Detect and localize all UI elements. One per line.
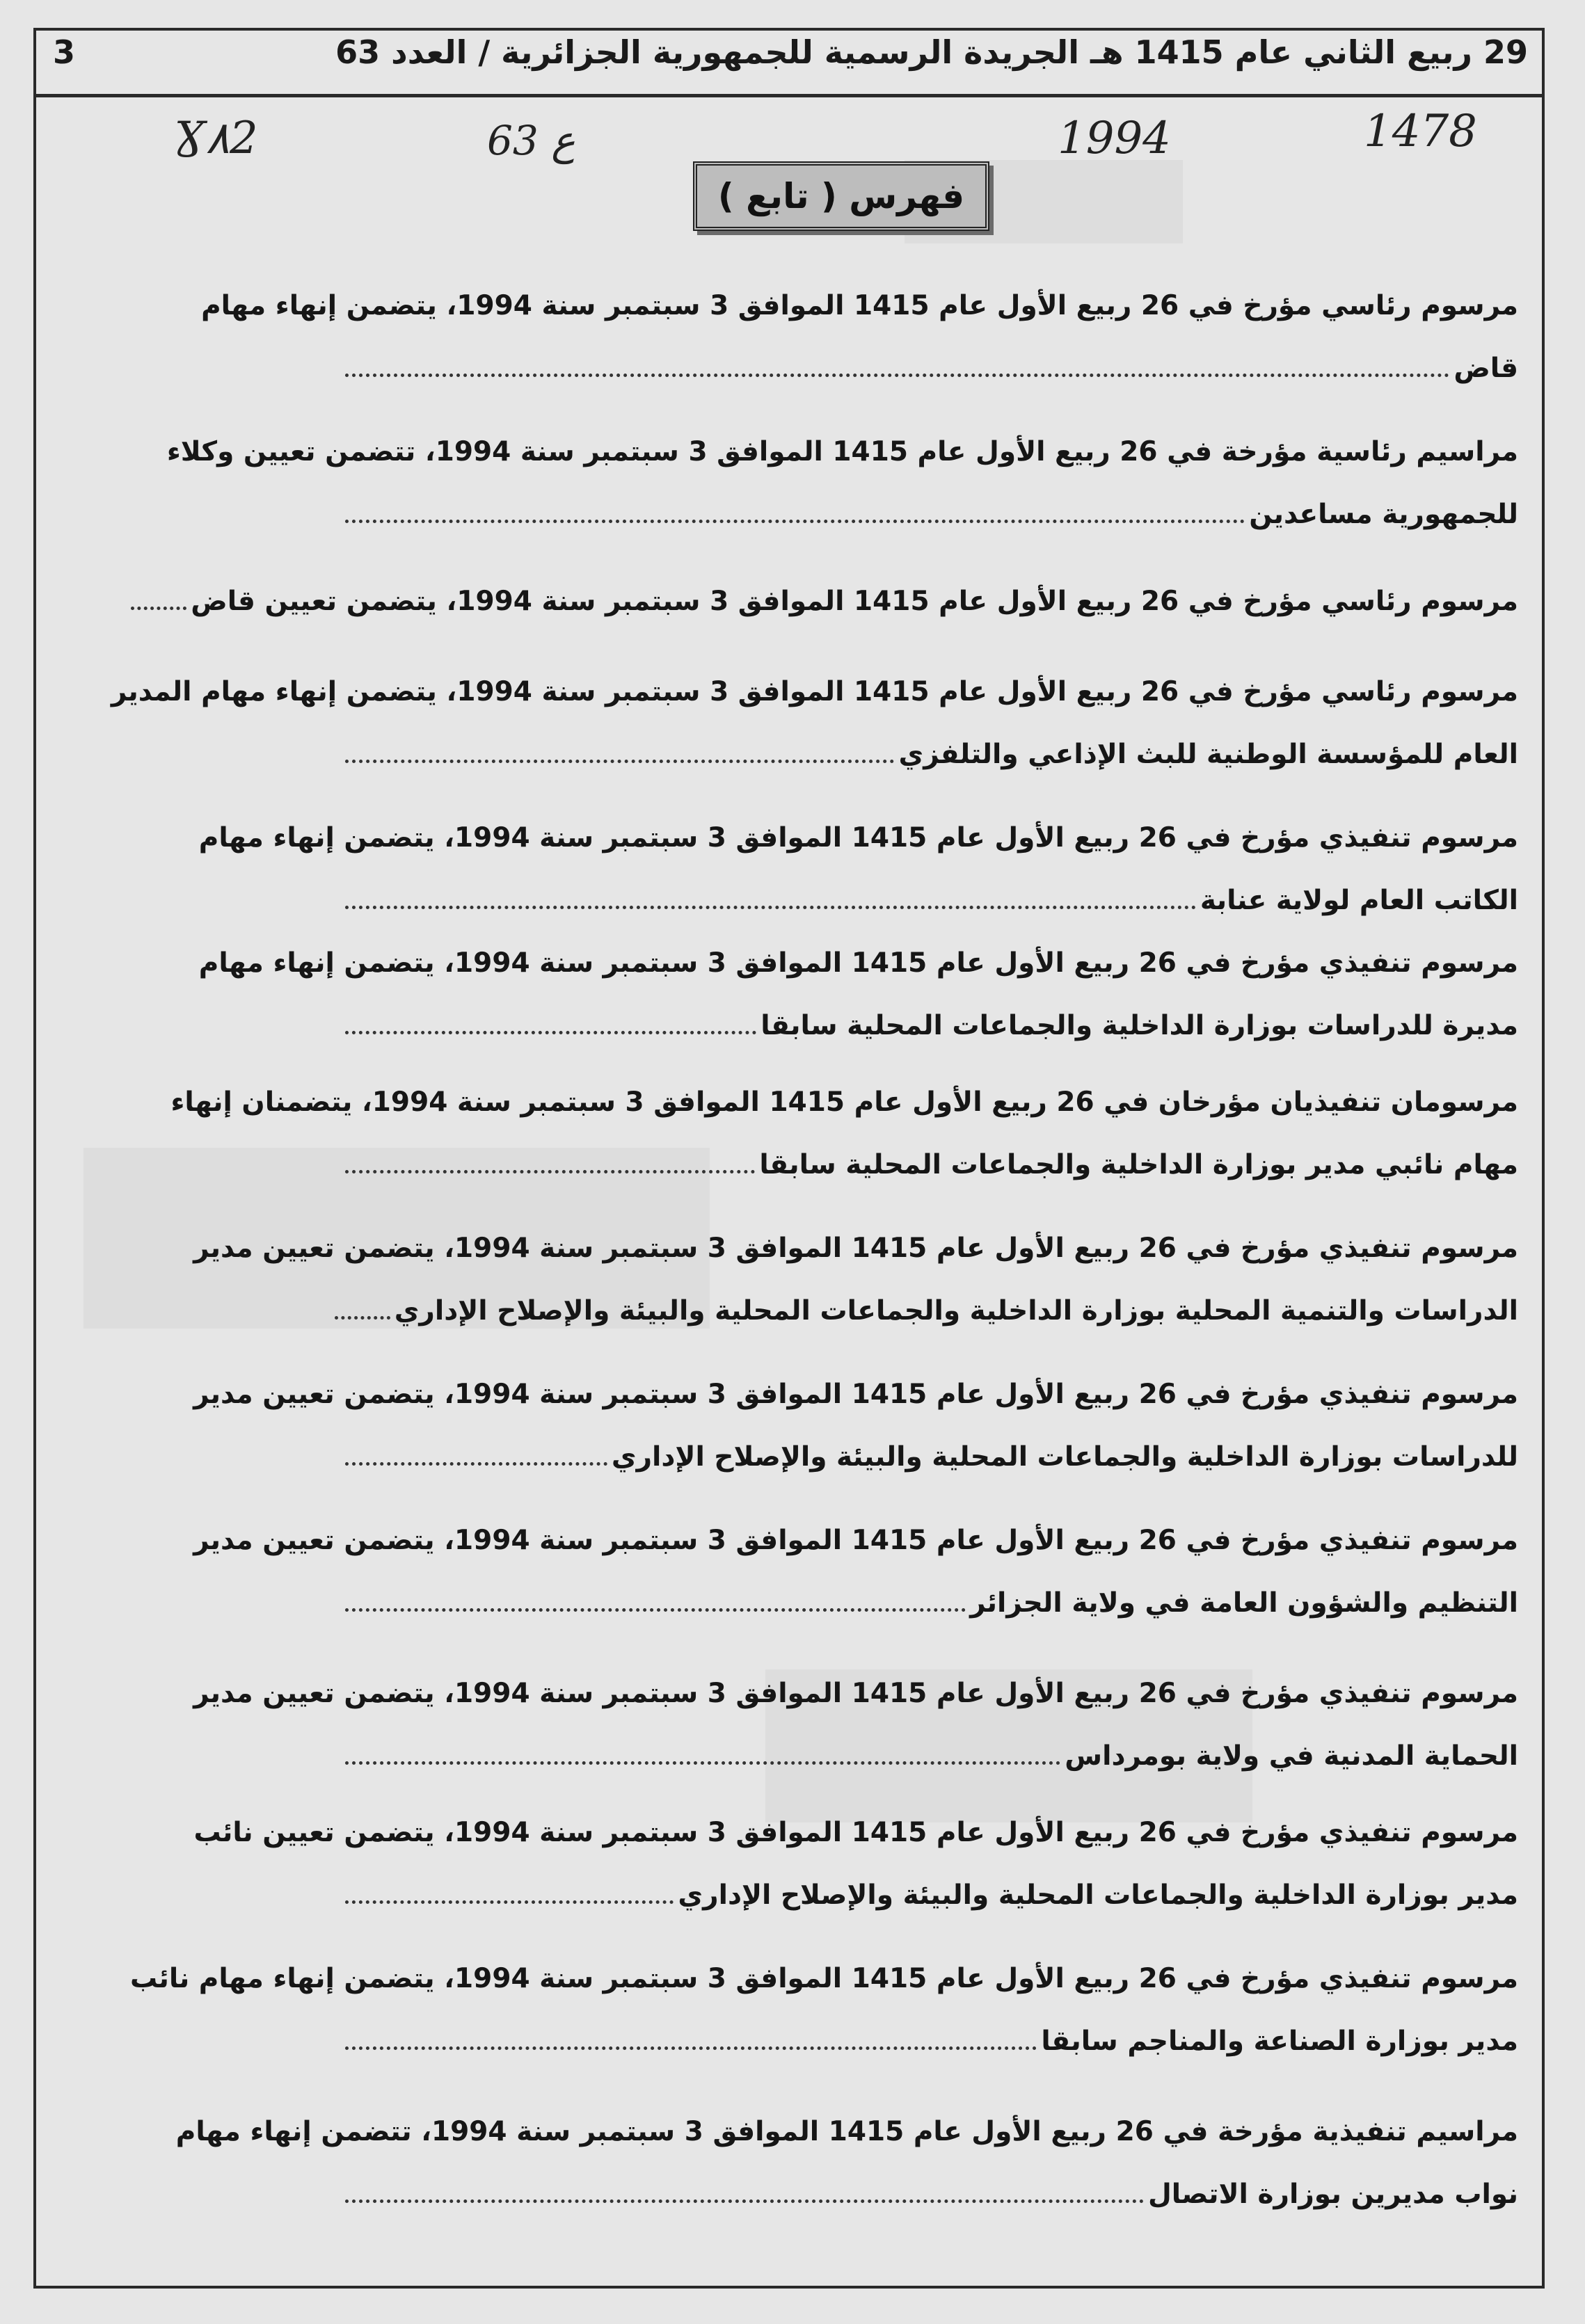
leader-dots bbox=[345, 2199, 1144, 2203]
index-entry[interactable] bbox=[193, 1662, 1518, 1788]
entry-text: نواب مديرين بوزارة الاتصال bbox=[1147, 2179, 1518, 2210]
entry-text: مرسومان تنفيذيان مؤرخان في 26 ربيع الأول عام 1415 الموافق 3 سبتمبر سنة 1994، يتضمنان إنهاء bbox=[170, 1087, 1518, 1118]
handwritten-note-right: 1478 bbox=[1364, 106, 1477, 157]
entry-text: مديرة للدراسات بوزارة الداخلية والجماعات المحلية سابقا bbox=[760, 1010, 1518, 1041]
entry-continuation-line bbox=[210, 1572, 1518, 1635]
entry-title-line bbox=[166, 421, 1518, 483]
entry-text: مرسوم رئاسي مؤرخ في 26 ربيع الأول عام 1415 الموافق 3 سبتمبر سنة 1994، يتضمن تعيين قاض bbox=[191, 586, 1518, 617]
entry-text: مراسيم رئاسية مؤرخة في 26 ربيع الأول عام 1415 الموافق 3 سبتمبر سنة 1994، تتضمن تعيين وكلاء bbox=[166, 436, 1518, 467]
entry-text: مرسوم تنفيذي مؤرخ في 26 ربيع الأول عام 1415 الموافق 3 سبتمبر سنة 1994، يتضمن إنهاء مهام bbox=[198, 822, 1518, 854]
entry-text: العام للمؤسسة الوطنية للبث الإذاعي والتلفزي bbox=[898, 739, 1518, 770]
entry-continuation-line bbox=[210, 1864, 1518, 1927]
header-text: 29 ربيع الثاني عام 1415 هـ الجريدة الرسمية للجمهورية الجزائرية / العدد 63 bbox=[335, 33, 1528, 71]
entry-text: قاض bbox=[1453, 353, 1518, 384]
entry-text: الدراسات والتنمية المحلية بوزارة الداخلية والجماعات المحلية والبيئة والإصلاح الإداري bbox=[394, 1295, 1518, 1327]
entry-text: مرسوم رئاسي مؤرخ في 26 ربيع الأول عام 1415 الموافق 3 سبتمبر سنة 1994، يتضمن إنهاء مهام bbox=[201, 290, 1518, 321]
entry-title-line bbox=[193, 1509, 1518, 1572]
entry-title-line bbox=[193, 1217, 1518, 1280]
index-entry[interactable] bbox=[193, 1802, 1518, 1927]
entry-continuation-line bbox=[210, 995, 1518, 1057]
leader-dots bbox=[345, 1170, 755, 1173]
entry-text: للجمهورية مساعدين bbox=[1249, 499, 1518, 530]
index-entry[interactable] bbox=[111, 661, 1518, 786]
leader-dots bbox=[335, 1316, 390, 1320]
entry-continuation-line bbox=[210, 2163, 1518, 2226]
leader-dots bbox=[345, 1031, 756, 1034]
entry-text: مرسوم تنفيذي مؤرخ في 26 ربيع الأول عام 1415 الموافق 3 سبتمبر سنة 1994، يتضمن إنهاء مهام نائب bbox=[130, 1963, 1518, 1994]
handwritten-note-middle2: 1994 bbox=[1058, 113, 1171, 164]
index-entry[interactable] bbox=[166, 421, 1518, 546]
entry-title-line bbox=[198, 807, 1518, 870]
entry-text: التنظيم والشؤون العامة في ولاية الجزائر bbox=[970, 1587, 1518, 1619]
index-title: فهرس ( تابع ) bbox=[717, 176, 965, 216]
page-number: 3 bbox=[53, 33, 76, 71]
leader-dots bbox=[345, 1608, 966, 1612]
handwritten-note-left: Ɣ٨2 bbox=[174, 113, 258, 164]
index-entry[interactable] bbox=[175, 2101, 1518, 2226]
index-entry[interactable] bbox=[170, 1071, 1518, 1196]
entry-title-line bbox=[193, 1363, 1518, 1426]
entry-continuation-line bbox=[210, 337, 1518, 400]
entry-text: مدير بوزارة الصناعة والمناجم سابقا bbox=[1041, 2026, 1518, 2057]
handwritten-note-middle1: 63 ع bbox=[487, 117, 575, 164]
entry-continuation-line bbox=[210, 483, 1518, 546]
entry-text: مرسوم تنفيذي مؤرخ في 26 ربيع الأول عام 1415 الموافق 3 سبتمبر سنة 1994، يتضمن تعيين مدير bbox=[193, 1525, 1518, 1556]
index-entry[interactable] bbox=[201, 275, 1518, 400]
entry-title-line bbox=[198, 932, 1518, 995]
entry-text: الحماية المدنية في ولاية بومرداس bbox=[1065, 1740, 1518, 1772]
leader-dots bbox=[345, 1462, 607, 1466]
index-entry[interactable] bbox=[193, 1363, 1518, 1489]
leader-dots bbox=[131, 607, 186, 610]
entry-text: مرسوم تنفيذي مؤرخ في 26 ربيع الأول عام 1415 الموافق 3 سبتمبر سنة 1994، يتضمن تعيين مدير bbox=[193, 1678, 1518, 1709]
entry-continuation-line bbox=[210, 1280, 1518, 1343]
entry-text: مرسوم تنفيذي مؤرخ في 26 ربيع الأول عام 1415 الموافق 3 سبتمبر سنة 1994، يتضمن تعيين نائب bbox=[193, 1817, 1518, 1848]
entry-title-line bbox=[111, 661, 1518, 723]
leader-dots bbox=[345, 760, 894, 763]
entry-text: مرسوم تنفيذي مؤرخ في 26 ربيع الأول عام 1415 الموافق 3 سبتمبر سنة 1994، يتضمن تعيين مدير bbox=[193, 1379, 1518, 1410]
index-entry[interactable] bbox=[193, 1509, 1518, 1635]
entry-title-line bbox=[175, 2101, 1518, 2163]
index-title-box bbox=[693, 161, 989, 231]
leader-dots bbox=[345, 906, 1196, 909]
entry-continuation-line bbox=[210, 1426, 1518, 1489]
entry-continuation-line bbox=[210, 2010, 1518, 2073]
entry-title-line bbox=[193, 1802, 1518, 1864]
entry-text: الكاتب العام لولاية عنابة bbox=[1200, 885, 1518, 916]
leader-dots bbox=[345, 2046, 1037, 2050]
entry-title-line bbox=[201, 275, 1518, 337]
entry-title-line bbox=[191, 570, 1518, 633]
entry-text: مهام نائبي مدير بوزارة الداخلية والجماعات المحلية سابقا bbox=[759, 1149, 1518, 1180]
entry-title-line bbox=[170, 1071, 1518, 1134]
leader-dots bbox=[345, 1761, 1060, 1765]
leader-dots bbox=[345, 1900, 674, 1904]
entry-text: مرسوم رئاسي مؤرخ في 26 ربيع الأول عام 1415 الموافق 3 سبتمبر سنة 1994، يتضمن إنهاء مهام المدير bbox=[111, 676, 1518, 707]
index-entry[interactable] bbox=[130, 1948, 1518, 2073]
entry-continuation-line bbox=[210, 1134, 1518, 1196]
index-entry[interactable] bbox=[198, 807, 1518, 932]
entry-text: مدير بوزارة الداخلية والجماعات المحلية والبيئة والإصلاح الإداري bbox=[678, 1880, 1518, 1911]
index-entry[interactable] bbox=[191, 570, 1518, 633]
entry-title-line bbox=[193, 1662, 1518, 1725]
entry-text: مرسوم تنفيذي مؤرخ في 26 ربيع الأول عام 1415 الموافق 3 سبتمبر سنة 1994، يتضمن تعيين مدير bbox=[193, 1233, 1518, 1264]
entry-continuation-line bbox=[210, 723, 1518, 786]
entry-text: مرسوم تنفيذي مؤرخ في 26 ربيع الأول عام 1415 الموافق 3 سبتمبر سنة 1994، يتضمن إنهاء مهام bbox=[198, 947, 1518, 979]
leader-dots bbox=[345, 374, 1449, 377]
entry-text: مراسيم تنفيذية مؤرخة في 26 ربيع الأول عام 1415 الموافق 3 سبتمبر سنة 1994، تتضمن إنهاء مهام bbox=[175, 2116, 1518, 2147]
entry-title-line bbox=[130, 1948, 1518, 2010]
entry-continuation-line bbox=[210, 1725, 1518, 1788]
leader-dots bbox=[345, 520, 1245, 523]
index-entry[interactable] bbox=[198, 932, 1518, 1057]
entry-continuation-line bbox=[210, 870, 1518, 932]
index-entry[interactable] bbox=[193, 1217, 1518, 1343]
page-header bbox=[33, 28, 1545, 97]
entry-text: للدراسات بوزارة الداخلية والجماعات المحلية والبيئة والإصلاح الإداري bbox=[611, 1441, 1518, 1473]
